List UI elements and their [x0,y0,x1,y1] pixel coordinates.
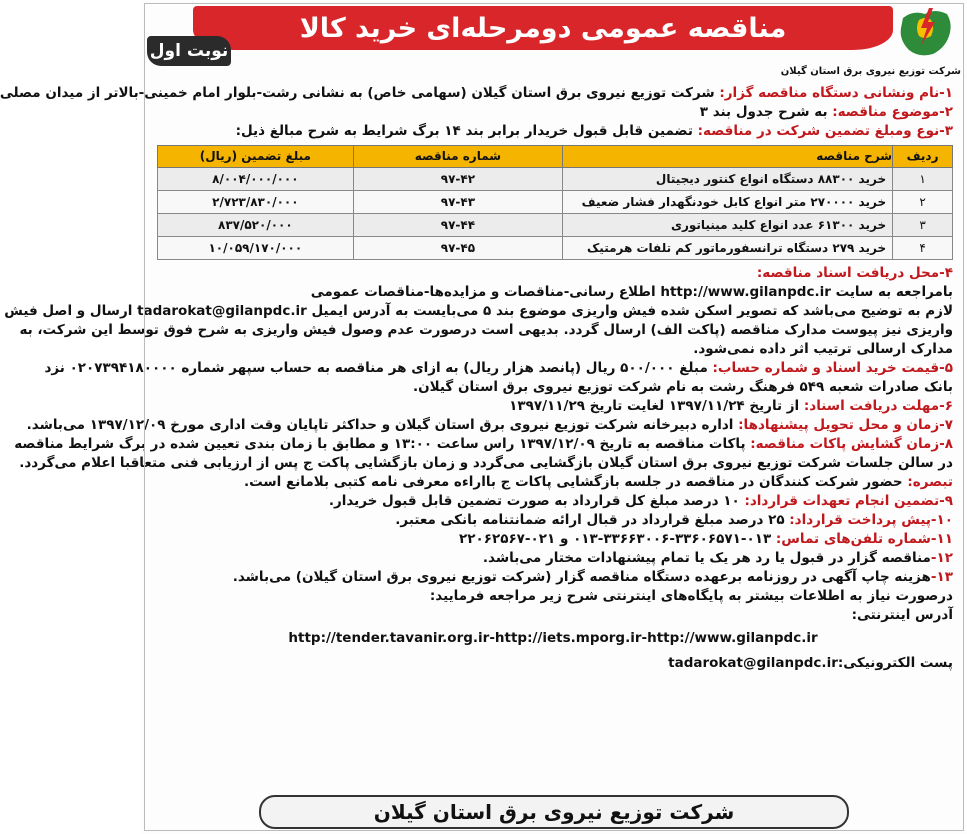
web-urls-link[interactable]: http://tender.tavanir.org.ir-http://iets.mporg.ir-http://www.gilanpdc.ir [288,630,818,646]
company-logo-icon [895,4,957,60]
section-4-line-2: لازم به توضیح می‌باشد که تصویر اسکن شده فیش واریزی موضوع بند ۵ می‌بایست به آدرس ایمیل tadarokat@gilanpdc.ir ارسال و اصل فیش [4,303,953,319]
section-8: ۸-زمان گشایش پاکات مناقصه: پاکات مناقصه به تاریخ ۱۳۹۷/۱۲/۰۹ راس ساعت ۱۳:۰۰ و مطابق با زمان بندی تعیین شده در برگ شرایط مناقصه [14,436,953,452]
section-11: ۱۱-شماره تلفن‌های تماس: ۰۱۳-۳۳۶۰۶۵۷۱-۳۳۶۶۳۰۰۶-۰۱۳ و ۰۲۱-۲۲۰۶۲۵۶۷ [459,531,953,547]
title-banner [193,6,893,50]
section-9: ۹-تضمین انجام تعهدات قرارداد: ۱۰ درصد مبلغ کل قرارداد به صورت تضمین قابل قبول خریدار. [328,493,953,509]
section-4-line-1: بامراجعه به سایت http://www.gilanpdc.ir اطلاع رسانی-مناقصات و مزایده‌ها-مناقصات عمومی [310,284,953,300]
email-footer-link[interactable]: tadarokat@gilanpdc.ir [668,655,838,671]
col-num: شماره مناقصه [353,146,562,168]
email-line: پست الکترونیکی:tadarokat@gilanpdc.ir [668,655,953,671]
section-12: ۱۲-مناقصه گزار در قبول یا رد هر یک یا تمام پیشنهادات مختار می‌باشد. [482,550,953,566]
section-2: ۲-موضوع مناقصه: به شرح جدول بند ۳ [699,104,953,120]
footer-company-box [259,795,849,829]
gilanpdc-link[interactable]: http://www.gilanpdc.ir [660,284,831,300]
tender-table [157,145,953,260]
section-5: ۵-قیمت خرید اسناد و شماره حساب: مبلغ ۵۰۰/۰۰۰ ریال (پانصد هزار ریال) به ازای هر مناقصه به حساب سپهر شماره ۰۲۰۷۳۹۴۱۸۰۰۰۰ نزد [44,360,953,376]
section-4-line-3: واریزی نیز پیوست مدارک مناقصه (پاکت الف) ارسال گردد. بدیهی است درصورت عدم وصول فیش واریزی به شرح فوق توسط این شرکت، به [19,322,953,338]
more-info: درصورت نیاز به اطلاعات بیشتر به پایگاه‌های اینترنتی شرح زیر مراجعه فرمایید: [429,588,953,604]
page-title: مناقصه عمومی دومرحله‌ای خرید کالا [299,12,787,44]
section-6: ۶-مهلت دریافت اسناد: از تاریخ ۱۳۹۷/۱۱/۲۴ لغایت تاریخ ۱۳۹۷/۱۱/۲۹ [509,398,953,414]
section-10: ۱۰-پیش پرداخت قرارداد: ۲۵ درصد مبلغ قرارداد در قبال ارائه ضمانتنامه بانکی معتبر. [395,512,953,528]
col-row: ردیف [893,146,953,168]
section-4-line-4: مدارک ارسالی ترتیب اثر داده نمی‌شود. [693,341,953,357]
company-small-label: شرکت توزیع نیروی برق استان گیلان [780,66,961,77]
section-3: ۳-نوع ومبلغ تضمین شرکت در مناقصه: تضمین قابل قبول خریدار برابر بند ۱۴ برگ شرایط به شرح مبالغ ذیل: [235,123,953,139]
section-4: ۴-محل دریافت اسناد مناقصه: [756,265,953,281]
footer-company: شرکت توزیع نیروی برق استان گیلان [373,800,735,824]
table-row: ۲ خرید ۲۷۰۰۰۰ متر انواع کابل خودنگهدار فشار ضعیف ۹۷-۴۳ ۲/۷۲۳/۸۳۰/۰۰۰ [158,191,953,214]
table-header-row [158,146,953,168]
ad-content [0,84,953,673]
web-label: آدرس اینترنتی: [851,607,953,623]
col-desc: شرح مناقصه [563,146,893,168]
note: تبصره: حضور شرکت کنندگان در مناقصه در جلسه بازگشایی پاکات ج بااراءه معرفی نامه کتبی بلامانع است. [243,474,953,490]
web-urls-line [153,629,953,648]
section-7: ۷-زمان و محل تحویل پیشنهادها: اداره دبیرخانه شرکت توزیع نیروی برق استان گیلان و حداکثر تاپایان وقت اداری مورخ ۱۳۹۷/۱۲/۰۹ می‌باشد. [26,417,953,433]
section-1: ۱-نام ونشانی دستگاه مناقصه گزار: شرکت توزیع نیروی برق استان گیلان (سهامی خاص) به نشانی رشت-بلوار امام خمینی-بالاتر از میدان مصلی [0,85,953,101]
turn-badge: نوبت اول [147,36,231,66]
table-row: ۳ خرید ۶۱۳۰۰ عدد انواع کلید مینیاتوری ۹۷-۴۴ ۸۳۷/۵۲۰/۰۰۰ [158,214,953,237]
section-8-line-2: در سالن جلسات شرکت توزیع نیروی برق استان گیلان بازگشایی می‌گردد و زمان بازگشایی پاکت ج پس از ارزیابی فنی متعاقبا اعلام می‌گردد. [19,455,953,471]
section-5-line-2: بانک صادرات شعبه ۵۴۹ فرهنگ رشت به نام شرکت توزیع نیروی برق استان گیلان. [413,379,953,395]
table-row: ۴ خرید ۲۷۹ دستگاه ترانسفورماتور کم تلفات هرمتیک ۹۷-۴۵ ۱۰/۰۵۹/۱۷۰/۰۰۰ [158,237,953,260]
email-link[interactable]: tadarokat@gilanpdc.ir [137,303,307,319]
table-row: ۱ خرید ۸۸۳۰۰ دستگاه انواع کنتور دیجیتال ۹۷-۴۲ ۸/۰۰۴/۰۰۰/۰۰۰ [158,168,953,191]
col-amount: مبلغ تضمین (ریال) [158,146,354,168]
section-13: ۱۳-هزینه چاپ آگهی در روزنامه برعهده دستگاه مناقصه گزار (شرکت توزیع نیروی برق استان گیلان) می‌باشد. [232,569,953,585]
